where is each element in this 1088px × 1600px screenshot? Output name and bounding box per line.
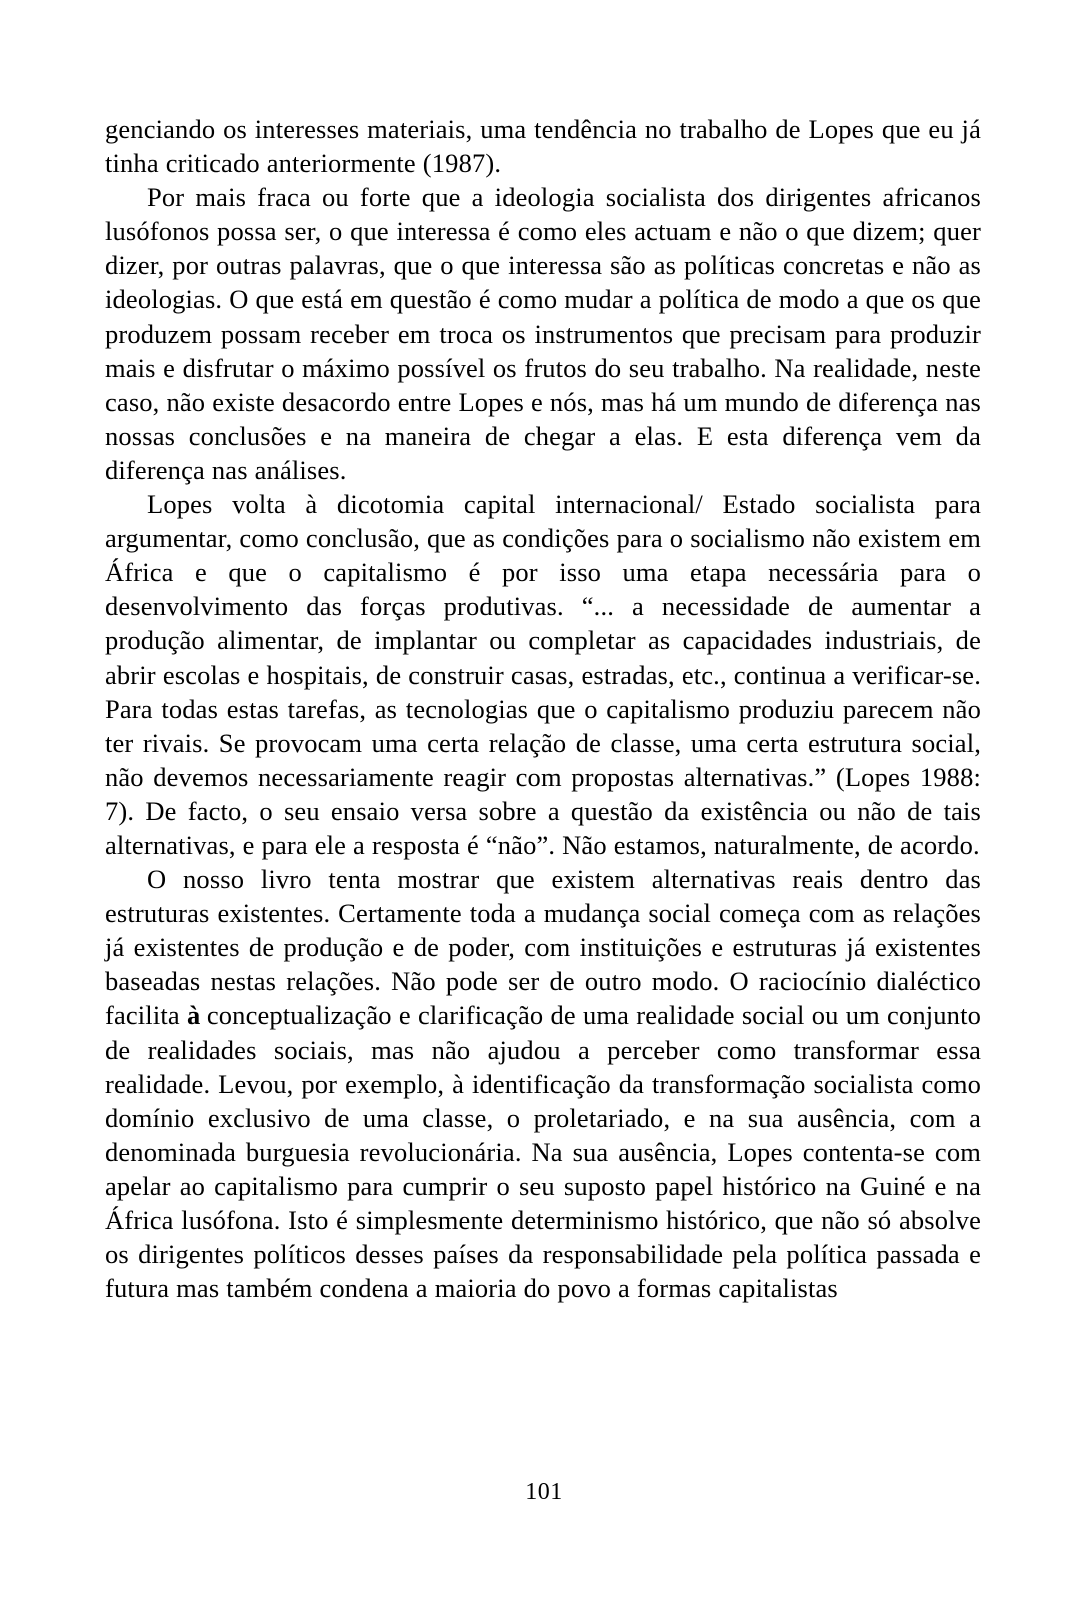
paragraph-4: O nosso livro tenta mostrar que existem alternativas reais dentro das estruturas existentes. Certamente toda a mudança social começa com as relações já existentes de produção e de poder, com instituições e estruturas já existentes baseadas nestas relações. Não pode ser de outro modo. O raciocínio dialéctico facilita à conceptualização e clarificação de uma realidade social ou um conjunto de realidades sociais, mas não ajudou a perceber como transformar essa realidade. Levou, por exemplo, à identificação da transformação socialista como domínio exclusivo de uma classe, o proletariado, e na sua ausência, com a denominada burguesia revolucionária. Na sua ausência, Lopes contenta-se com apelar ao capitalismo para cumprir o seu suposto papel histórico na Guiné e na África lusófona. Isto é simplesmente determinismo histórico, que não só absolve os dirigentes políticos desses países da responsabilidade pela política passada e futura mas também condena a maioria do povo a formas capitalistas — [105, 864, 981, 1304]
paragraph-3: Lopes volta à dicotomia capital internacional/ Estado socialista para argumentar, como conclusão, que as condições para o socialismo não existem em África e que o capitalismo é por isso uma etapa necessária para o desenvolvimento das forças produtivas. “... a necessidade de aumentar a produção alimentar, de implantar ou completar as capacidades industriais, de abrir escolas e hospitais, de construir casas, estradas, etc., continua a verificar-se. Para todas estas tarefas, as tecnologias que o capitalismo produziu parecem não ter rivais. Se provocam uma certa relação de classe, uma certa estrutura social, não devemos necessariamente reagir com propostas alternativas.” (Lopes 1988: 7). De facto, o seu ensaio versa sobre a questão da existência ou não de tais alternativas, e para ele a resposta é “não”. Não estamos, naturalmente, de acordo. — [105, 489, 981, 860]
ink-blot-glyph: à — [186, 1000, 200, 1031]
page-number: 101 — [525, 1479, 563, 1505]
paragraph-1: genciando os interesses materiais, uma tendência no trabalho de Lopes que eu já tinha criticado anteriormente (1987). — [105, 114, 981, 179]
body-text-column — [105, 112, 981, 1305]
paragraph-2: Por mais fraca ou forte que a ideologia socialista dos dirigentes africanos lusófonos possa ser, o que interessa é como eles actuam e não o que dizem; quer dizer, por outras palavras, que o que interessa são as políticas concretas e não as ideologias. O que está em questão é como mudar a política de modo a que os que produzem possam receber em troca os instrumentos que precisam para produzir mais e disfrutar o máximo possível os frutos do seu trabalho. Na realidade, neste caso, não existe desacordo entre Lopes e nós, mas há um mundo de diferença nas nossas conclusões e na maneira de chegar a elas. E esta diferença vem da diferença nas análises. — [105, 182, 981, 485]
